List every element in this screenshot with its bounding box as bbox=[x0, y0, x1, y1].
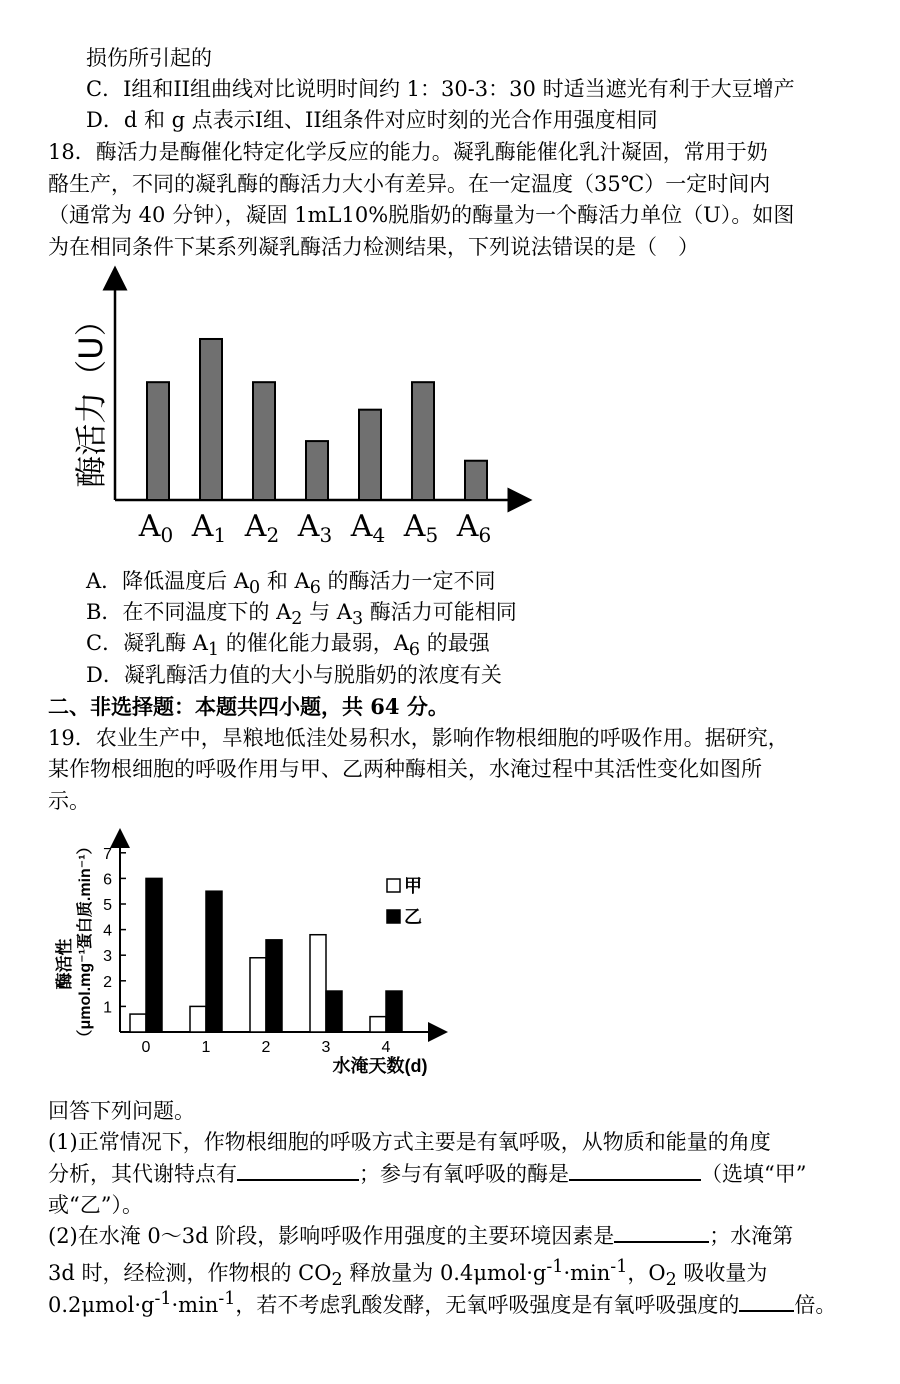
chart2-bar-jia-day-4 bbox=[370, 1017, 386, 1032]
q18-option-b: B．在不同温度下的 $A_2$ 与 $A_3$ 酶活力可能相同 bbox=[86, 600, 517, 630]
section-2-heading: 二、非选择题：本题共四小题，共 64 分。 bbox=[48, 694, 449, 719]
chart2-bar-yi-day-1 bbox=[206, 891, 222, 1032]
chart2-bar-yi-day-0 bbox=[146, 878, 162, 1032]
chart2-bar-yi-day-4 bbox=[386, 991, 402, 1032]
answer-blank-1[interactable] bbox=[237, 1159, 359, 1181]
q18-stem-line-4: 为在相同条件下某系列凝乳酶活力检测结果，下列说法错误的是（ ） bbox=[48, 235, 699, 259]
chart2-x-tick-4: 4 bbox=[381, 1039, 391, 1056]
q19-part2-line1: (2)在水淹 0～3d 阶段，影响呼吸作用强度的主要环境因素是 ；水淹第 bbox=[48, 1221, 793, 1251]
q19-part1-line2: 分析，其代谢特点有 ；参与有氧呼吸的酶是 （选填“甲” bbox=[48, 1159, 806, 1189]
q19-part2-line3: $0.2\mu mol\cdot g^{-1}\cdot\min^{-1}$，若不考虑乳酸发酵，无氧呼吸强度是有氧呼吸强度的 倍。 bbox=[48, 1289, 837, 1317]
chart1-bar-A4 bbox=[359, 410, 381, 500]
chart1-x-tick-A0: $A_0$ bbox=[138, 509, 174, 547]
q19-part1-line1: (1)正常情况下，作物根细胞的呼吸方式主要是有氧呼吸，从物质和能量的角度 bbox=[48, 1130, 771, 1154]
flooding-enzyme-chart bbox=[55, 822, 460, 1082]
q19-stem-line-3: 示。 bbox=[48, 789, 90, 813]
chart2-x-tick-1: 1 bbox=[201, 1039, 211, 1056]
chart1-bar-A5 bbox=[412, 382, 434, 500]
q17-continuation-text: 损伤所引起的 bbox=[86, 46, 212, 70]
chart2-y-tick-2: 2 bbox=[103, 973, 112, 991]
chart1-bar-A3 bbox=[306, 441, 328, 500]
chart1-x-tick-A5: $A_5$ bbox=[403, 509, 439, 547]
chart1-x-tick-A4: $A_4$ bbox=[350, 509, 386, 547]
chart2-bar-jia-day-0 bbox=[130, 1014, 146, 1032]
chart2-y-label-line2: （μmol.mg⁻¹蛋白质.min⁻¹） bbox=[77, 838, 94, 1046]
chart1-x-tick-A1: $A_1$ bbox=[191, 509, 227, 547]
chart2-bar-yi-day-2 bbox=[266, 940, 282, 1032]
legend-swatch-jia bbox=[387, 879, 400, 892]
chart2-legend bbox=[387, 876, 422, 927]
q18-stem-line-3: （通常为 40 分钟），凝固 1mL10%脱脂奶的酶量为一个酶活力单位（U）。如图 bbox=[48, 203, 795, 227]
chart2-y-tick-3: 3 bbox=[103, 948, 112, 966]
chart1-x-tick-A2: $A_2$ bbox=[244, 509, 280, 547]
q18-option-a: A．降低温度后 $A_0$ 和 $A_6$ 的酶活力一定不同 bbox=[86, 569, 496, 599]
answer-blank-4[interactable] bbox=[739, 1290, 794, 1312]
chart1-y-axis-label: 酶活力（U） bbox=[72, 304, 110, 488]
chart2-y-label-line1: 酶活性 bbox=[55, 938, 74, 990]
chart2-y-tick-6: 6 bbox=[103, 871, 112, 889]
chart2-x-tick-0: 0 bbox=[141, 1039, 151, 1056]
q19-part2-line2: 3d 时，经检测，作物根的 $CO_2$ 释放量为 $0.4\mu mol\cdot g^{-1}\cdot\min^{-1}$，$O_2$ 吸收量为 bbox=[48, 1257, 768, 1291]
chart2-bar-yi-day-3 bbox=[326, 991, 342, 1032]
chart1-bar-A0 bbox=[147, 382, 169, 500]
legend-label-jia: 甲 bbox=[404, 876, 422, 896]
q19-part1-line3: 或“乙”）。 bbox=[48, 1193, 143, 1217]
chart2-x-axis-label: 水淹天数(d) bbox=[332, 1056, 428, 1076]
chart2-y-tick-4: 4 bbox=[103, 922, 112, 940]
chart1-x-tick-A3: $A_3$ bbox=[297, 509, 333, 547]
chart1-x-tick-A6: $A_6$ bbox=[456, 509, 492, 547]
answer-blank-2[interactable] bbox=[569, 1159, 701, 1181]
q18-option-c: C．凝乳酶 $A_1$ 的催化能力最弱，$A_6$ 的最强 bbox=[86, 631, 490, 661]
answer-blank-3[interactable] bbox=[614, 1221, 709, 1243]
q18-option-d: D．凝乳酶活力值的大小与脱脂奶的浓度有关 bbox=[86, 663, 502, 687]
chart2-y-tick-5: 5 bbox=[103, 897, 112, 914]
q19-stem-line-1: 19．农业生产中，旱粮地低洼处易积水，影响作物根细胞的呼吸作用。据研究， bbox=[48, 726, 789, 750]
chart2-x-tick-2: 2 bbox=[261, 1039, 271, 1056]
chart2-bar-jia-day-2 bbox=[250, 958, 266, 1032]
legend-swatch-yi bbox=[387, 910, 400, 923]
q19-stem-line-2: 某作物根细胞的呼吸作用与甲、乙两种酶相关，水淹过程中其活性变化如图所 bbox=[48, 757, 762, 781]
q18-stem-line-2: 酪生产，不同的凝乳酶的酶活力大小有差异。在一定温度（35℃）一定时间内 bbox=[48, 172, 771, 196]
legend-label-yi: 乙 bbox=[404, 907, 422, 927]
chart1-bar-A2 bbox=[253, 382, 275, 500]
chart2-x-tick-3: 3 bbox=[321, 1039, 331, 1056]
chart2-y-tick-7: 7 bbox=[103, 845, 112, 863]
chart2-bar-jia-day-1 bbox=[190, 1006, 206, 1032]
q19-answer-intro: 回答下列问题。 bbox=[48, 1099, 195, 1123]
chart1-bar-A1 bbox=[200, 339, 222, 500]
chart2-bar-jia-day-3 bbox=[310, 935, 326, 1032]
chart1-bar-A6 bbox=[465, 461, 487, 500]
enzyme-activity-chart bbox=[60, 268, 540, 558]
q17-option-c: C．I组和II组曲线对比说明时间约 1：30-3：30 时适当遮光有利于大豆增产 bbox=[86, 77, 795, 101]
q17-option-d: D．d 和 g 点表示I组、II组条件对应时刻的光合作用强度相同 bbox=[86, 108, 658, 132]
chart2-y-tick-1: 1 bbox=[103, 999, 112, 1017]
q18-stem-line-1: 18．酶活力是酶催化特定化学反应的能力。凝乳酶能催化乳汁凝固，常用于奶 bbox=[48, 140, 768, 164]
